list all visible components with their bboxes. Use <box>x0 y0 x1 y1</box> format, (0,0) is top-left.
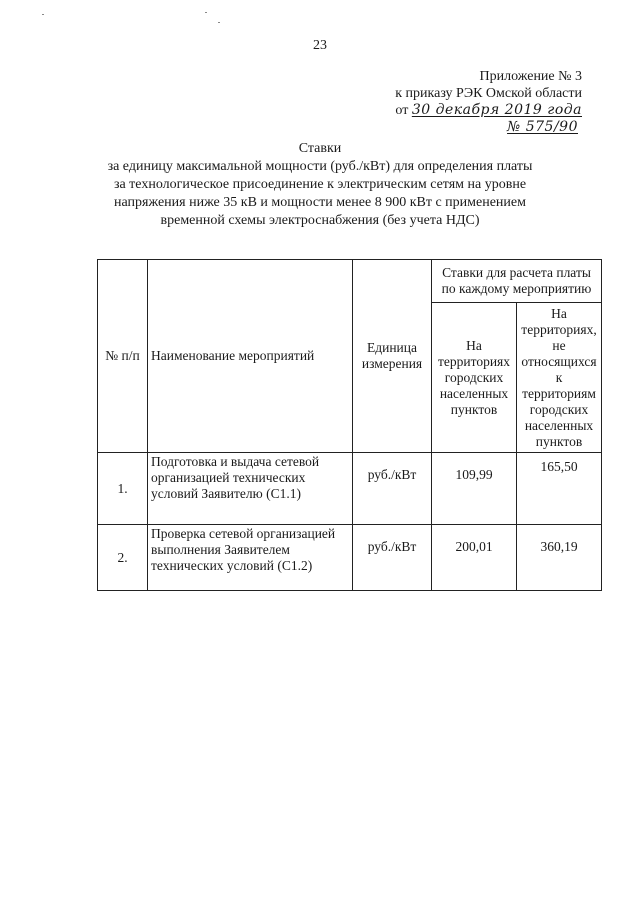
row-urban-rate: 200,01 <box>432 525 517 591</box>
appendix-date-line <box>322 102 582 119</box>
date-prefix: от <box>395 103 409 118</box>
row-urban-rate: 109,99 <box>432 453 517 525</box>
row-name: Подготовка и выдача сетевой организацией технических условий Заявителю (С1.1) <box>148 453 353 525</box>
row-unit: руб./кВт <box>353 453 432 525</box>
header-unit: Единица измерения <box>353 260 432 453</box>
row-name: Проверка сетевой организацией выполнения Заявителем технических условий (С1.2) <box>148 525 353 591</box>
header-num: № п/п <box>98 260 148 453</box>
scan-speck <box>218 22 220 23</box>
row-non-urban-rate: 165,50 <box>517 453 602 525</box>
scan-speck <box>42 14 44 15</box>
handwritten-date: 30 декабря 2019 года <box>411 102 582 118</box>
row-unit: руб./кВт <box>353 525 432 591</box>
handwritten-number: № 575/90 <box>507 119 578 135</box>
appendix-block <box>322 68 582 136</box>
title-heading: Ставки <box>298 141 342 156</box>
row-num: 2. <box>98 525 148 591</box>
header-non-urban: На территориях, не относящихся к территориям городских населенных пунктов <box>517 303 602 453</box>
header-name: Наименование мероприятий <box>148 260 353 453</box>
header-rates-group: Ставки для расчета платы по каждому мероприятию <box>432 260 602 303</box>
scan-speck <box>205 12 207 13</box>
appendix-title: Приложение № 3 <box>479 69 582 84</box>
appendix-number-line <box>322 119 582 136</box>
table-row <box>98 525 602 591</box>
header-row-top <box>98 260 602 303</box>
row-num: 1. <box>98 453 148 525</box>
table-row <box>98 453 602 525</box>
appendix-order-ref: к приказу РЭК Омской области <box>395 86 582 101</box>
title-body: за единицу максимальной мощности (руб./кВт) для определения платы за технологическое присоединение к электрическим сетям на уровне напряжения ниже 35 кВ и мощности менее 8 900 кВт с применением временной схемы электроснабжения (без учета НДС) <box>107 159 533 228</box>
rates-table <box>97 259 602 591</box>
page-number: 23 <box>313 38 327 53</box>
document-title <box>100 140 540 230</box>
row-non-urban-rate: 360,19 <box>517 525 602 591</box>
header-urban: На территориях городских населенных пунктов <box>432 303 517 453</box>
